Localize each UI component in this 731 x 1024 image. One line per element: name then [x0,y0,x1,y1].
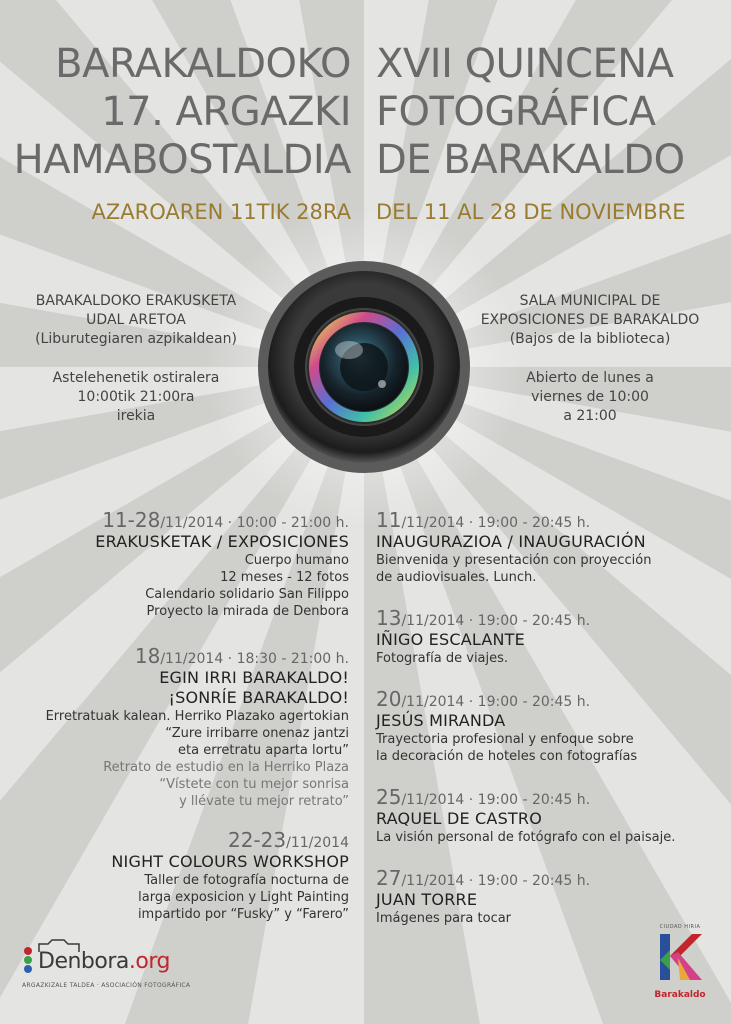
event-line: Erretratuak kalean. Herriko Plazako agertokian [45,709,349,724]
hours-spanish-line: viernes de 10:00 [531,389,649,405]
venue-spanish-line: (Bajos de la biblioteca) [509,331,671,347]
venue-spanish [470,292,710,426]
barakaldo-tagline: CIUDAD HIRIA [659,924,701,930]
venue-basque-line: (Liburutegiaren azpikaldean) [35,331,237,347]
event-line: Proyecto la mirada de Denbora [146,604,349,619]
event-date [9,508,349,532]
event-block [376,866,721,927]
event-title: JESÚS MIRANDA [376,711,506,730]
event-date [376,866,721,890]
event-line: Trayectoria profesional y enfoque sobre [376,732,634,747]
venue-basque-line: UDAL ARETOA [86,312,186,328]
event-line: La visión personal de fotógrafo con el paisaje. [376,830,676,845]
event-line: Taller de fotografía nocturna de [144,873,349,888]
barakaldo-name: Barakaldo [654,990,706,1000]
event-line: 12 meses - 12 fotos [220,570,349,585]
title-spanish-line-2: FOTOGRÁFICA [376,89,656,135]
event-day: 11-28 [102,508,161,532]
event-date [376,508,721,532]
title-spanish-line-1: XVII QUINCENA [376,41,674,87]
event-line: y llévate tu mejor retrato” [179,794,349,809]
hours-basque-line: Astelehenetik ostiralera [52,370,220,386]
event-title: INAUGURAZIOA / INAUGURACIÓN [376,532,646,551]
event-date [376,785,721,809]
event-date-rest: /11/2014 · 19:00 - 20:45 h. [401,792,591,808]
hours-basque-line: 10:00tik 21:00ra [77,389,195,405]
event-title: RAQUEL DE CASTRO [376,809,543,828]
date-range-spanish: DEL 11 AL 28 DE NOVIEMBRE [376,200,686,224]
event-date [9,644,349,668]
title-basque-line-3: HAMABOSTALDIA [13,137,351,183]
event-day: 25 [376,785,402,809]
event-date [376,606,721,630]
camera-outline-icon [38,939,80,953]
event-line: Bienvenida y presentación con proyección [376,553,652,568]
event-block [9,644,349,810]
event-line: de audiovisuales. Lunch. [376,570,537,585]
barakaldo-k-icon [656,930,704,984]
events-right-column [376,508,721,927]
title-spanish [376,40,685,184]
title-basque [14,40,351,184]
camera-lens-illustration [257,260,471,474]
event-day: 20 [376,687,402,711]
event-day: 22-23 [227,828,287,852]
event-block [376,785,721,846]
title-basque-line-1: BARAKALDOKO [55,41,351,87]
event-date-rest: /11/2014 · 10:00 - 21:00 h. [160,515,349,531]
denbora-name: Denbora [38,949,129,974]
event-title: ERAKUSKETAK / EXPOSICIONES [95,532,349,551]
barakaldo-logo [648,924,712,1000]
event-block [376,687,721,765]
event-day: 13 [376,606,402,630]
event-date-rest: /11/2014 · 18:30 - 21:00 h. [160,651,349,667]
event-date-rest: /11/2014 [286,835,349,851]
events-left-column [9,508,349,923]
event-line: eta erretratu aparta lortu” [178,743,349,758]
event-block [9,828,349,923]
date-range-basque: AZAROAREN 11TIK 28RA [91,200,351,224]
event-line: impartido por “Fusky” y “Farero” [137,907,349,922]
event-block [9,508,349,620]
venue-basque-line: BARAKALDOKO ERAKUSKETA [35,293,237,309]
event-date [9,828,349,852]
denbora-suffix: .org [128,949,170,974]
event-line: Imágenes para tocar [376,911,512,926]
event-title: EGIN IRRI BARAKALDO! [159,668,349,687]
hours-basque-line: irekia [116,408,156,424]
title-basque-line-2: 17. ARGAZKI [101,89,351,135]
event-day: 11 [376,508,402,532]
venue-spanish-line: SALA MUNICIPAL DE [519,293,661,309]
venue-spanish-line: EXPOSICIONES DE BARAKALDO [480,312,700,328]
event-date-rest: /11/2014 · 19:00 - 20:45 h. [401,694,591,710]
hours-spanish-line: a 21:00 [563,408,617,424]
event-title: JUAN TORRE [376,890,478,909]
event-date [376,687,721,711]
hours-spanish-line: Abierto de lunes a [526,370,654,386]
event-line: Retrato de estudio en la Herriko Plaza [103,760,349,775]
event-line: Fotografía de viajes. [376,651,509,666]
event-line: Calendario solidario San Filippo [145,587,349,602]
denbora-subtitle: ARGAZKIZALE TALDEA · ASOCIACIÓN FOTOGRÁFICA [22,982,191,989]
event-day: 27 [376,866,402,890]
event-block [376,606,721,667]
event-line: “Vístete con tu mejor sonrisa [159,777,349,792]
event-title: NIGHT COLOURS WORKSHOP [111,852,349,871]
title-spanish-line-3: DE BARAKALDO [376,137,685,183]
event-date-rest: /11/2014 · 19:00 - 20:45 h. [401,613,591,629]
event-line: Cuerpo humano [244,553,349,568]
event-line: “Zure irribarre onenaz jantzi [165,726,349,741]
event-day: 18 [134,644,161,668]
event-title: ¡SONRÍE BARAKALDO! [168,688,349,707]
event-line: larga exposicion y Light Painting [138,890,349,905]
venue-basque [26,292,246,426]
event-date-rest: /11/2014 · 19:00 - 20:45 h. [401,873,591,889]
event-block [376,508,721,586]
event-title: IÑIGO ESCALANTE [376,630,525,649]
traffic-dots-icon [22,944,38,974]
denbora-logo [22,944,190,989]
event-line: la decoración de hoteles con fotografías [376,749,638,764]
event-date-rest: /11/2014 · 19:00 - 20:45 h. [401,515,591,531]
